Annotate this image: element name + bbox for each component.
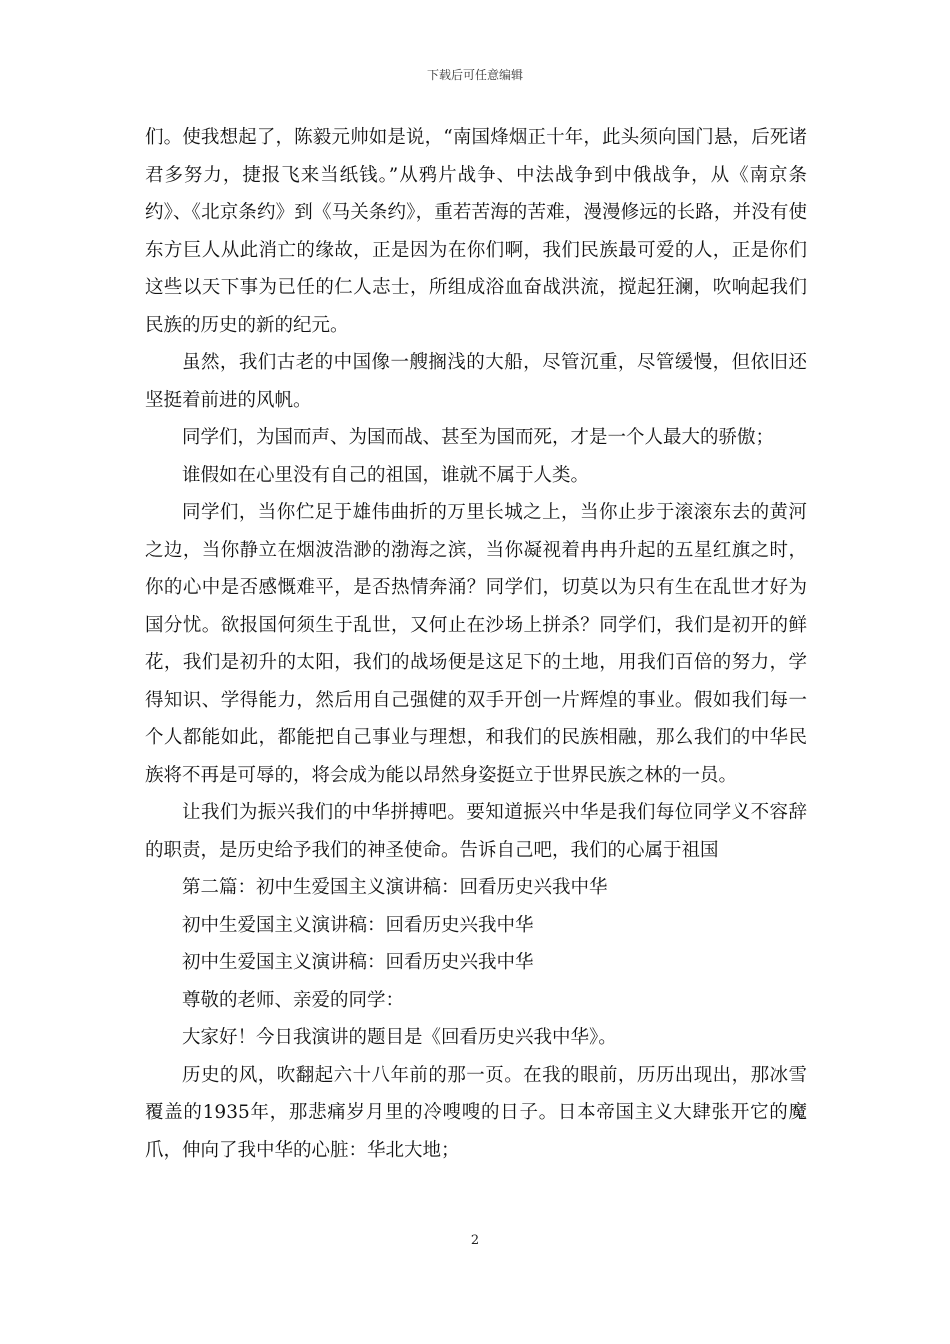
paragraph: 同学们，为国而声、为国而战、甚至为国而死，才是一个人最大的骄傲；: [182, 427, 775, 448]
paragraph: 谁假如在心里没有自己的祖国，谁就不属于人类。: [182, 464, 590, 486]
greeting: 大家好！今日我演讲的题目是《回看历史兴我中华》。: [182, 1027, 617, 1048]
paragraph-continuation: 们。使我想起了，陈毅元帅如是说，“南国烽烟正十年，此头须向国门悬，后死诸君多努力，捷报飞来当纸钱。”从鸦片战争、中法战争到中俄战争，从《南京条约》、《北京条约》到《马关条约》，重若苦海的苦难，漫漫修远的长路，并没有使东方巨人从此消亡的缘故，正是因为在你们啊，我们民族最可爱的人，正是你们这些以天下事为已任的仁人志士，所组成浴血奋战洪流，搅起狂澜，吹响起我们民族的历史的新的纪元。: [145, 127, 807, 336]
speech-title: 初中生爱国主义演讲稿：回看历史兴我中华: [182, 914, 534, 936]
paragraph: 让我们为振兴我们的中华拼搏吧。要知道振兴中华是我们每位同学义不容辞的职责，是历史给予我们的神圣使命。告诉自己吧，我们的心属于祖国: [145, 802, 807, 861]
paragraph: 虽然，我们古老的中国像一艘搁浅的大船，尽管沉重，尽管缓慢，但依旧还坚挺着前进的风帆。: [145, 352, 807, 411]
paragraph: 历史的风，吹翻起六十八年前的那一页。在我的眼前，历历出现出，那冰雪覆盖的1935年，那悲痛岁月里的冷嗖嗖的日子。日本帝国主义大肆张开它的魔爪，伸向了我中华的心脏：华北大地；: [145, 1064, 807, 1161]
page-number: 2: [470, 1233, 480, 1248]
salutation: 尊敬的老师、亲爱的同学：: [182, 989, 405, 1011]
document-body: [145, 119, 807, 1169]
section-heading: 第二篇：初中生爱国主义演讲稿：回看历史兴我中华: [182, 877, 608, 898]
page-header: 下载后可任意编辑: [426, 68, 523, 82]
speech-title: 初中生爱国主义演讲稿：回看历史兴我中华: [182, 952, 534, 973]
paragraph: 同学们，当你伫足于雄伟曲折的万里长城之上，当你止步于滚滚东去的黄河之边，当你静立在烟波浩渺的渤海之滨，当你凝视着冉冉升起的五星红旗之时，你的心中是否感慨难平，是否热情奔涌？同学们，切莫以为只有生在乱世才好为国分忧。欲报国何须生于乱世，又何止在沙场上拼杀？同学们，我们是初开的鲜花，我们是初升的太阳，我们的战场便是这足下的土地，用我们百倍的努力，学得知识、学得能力，然后用自己强健的双手开创一片辉煌的事业。假如我们每一个人都能如此，都能把自己事业与理想，和我们的民族相融，那么我们的中华民族将不再是可辱的，将会成为能以昂然身姿挺立于世界民族之林的一员。: [145, 502, 807, 786]
